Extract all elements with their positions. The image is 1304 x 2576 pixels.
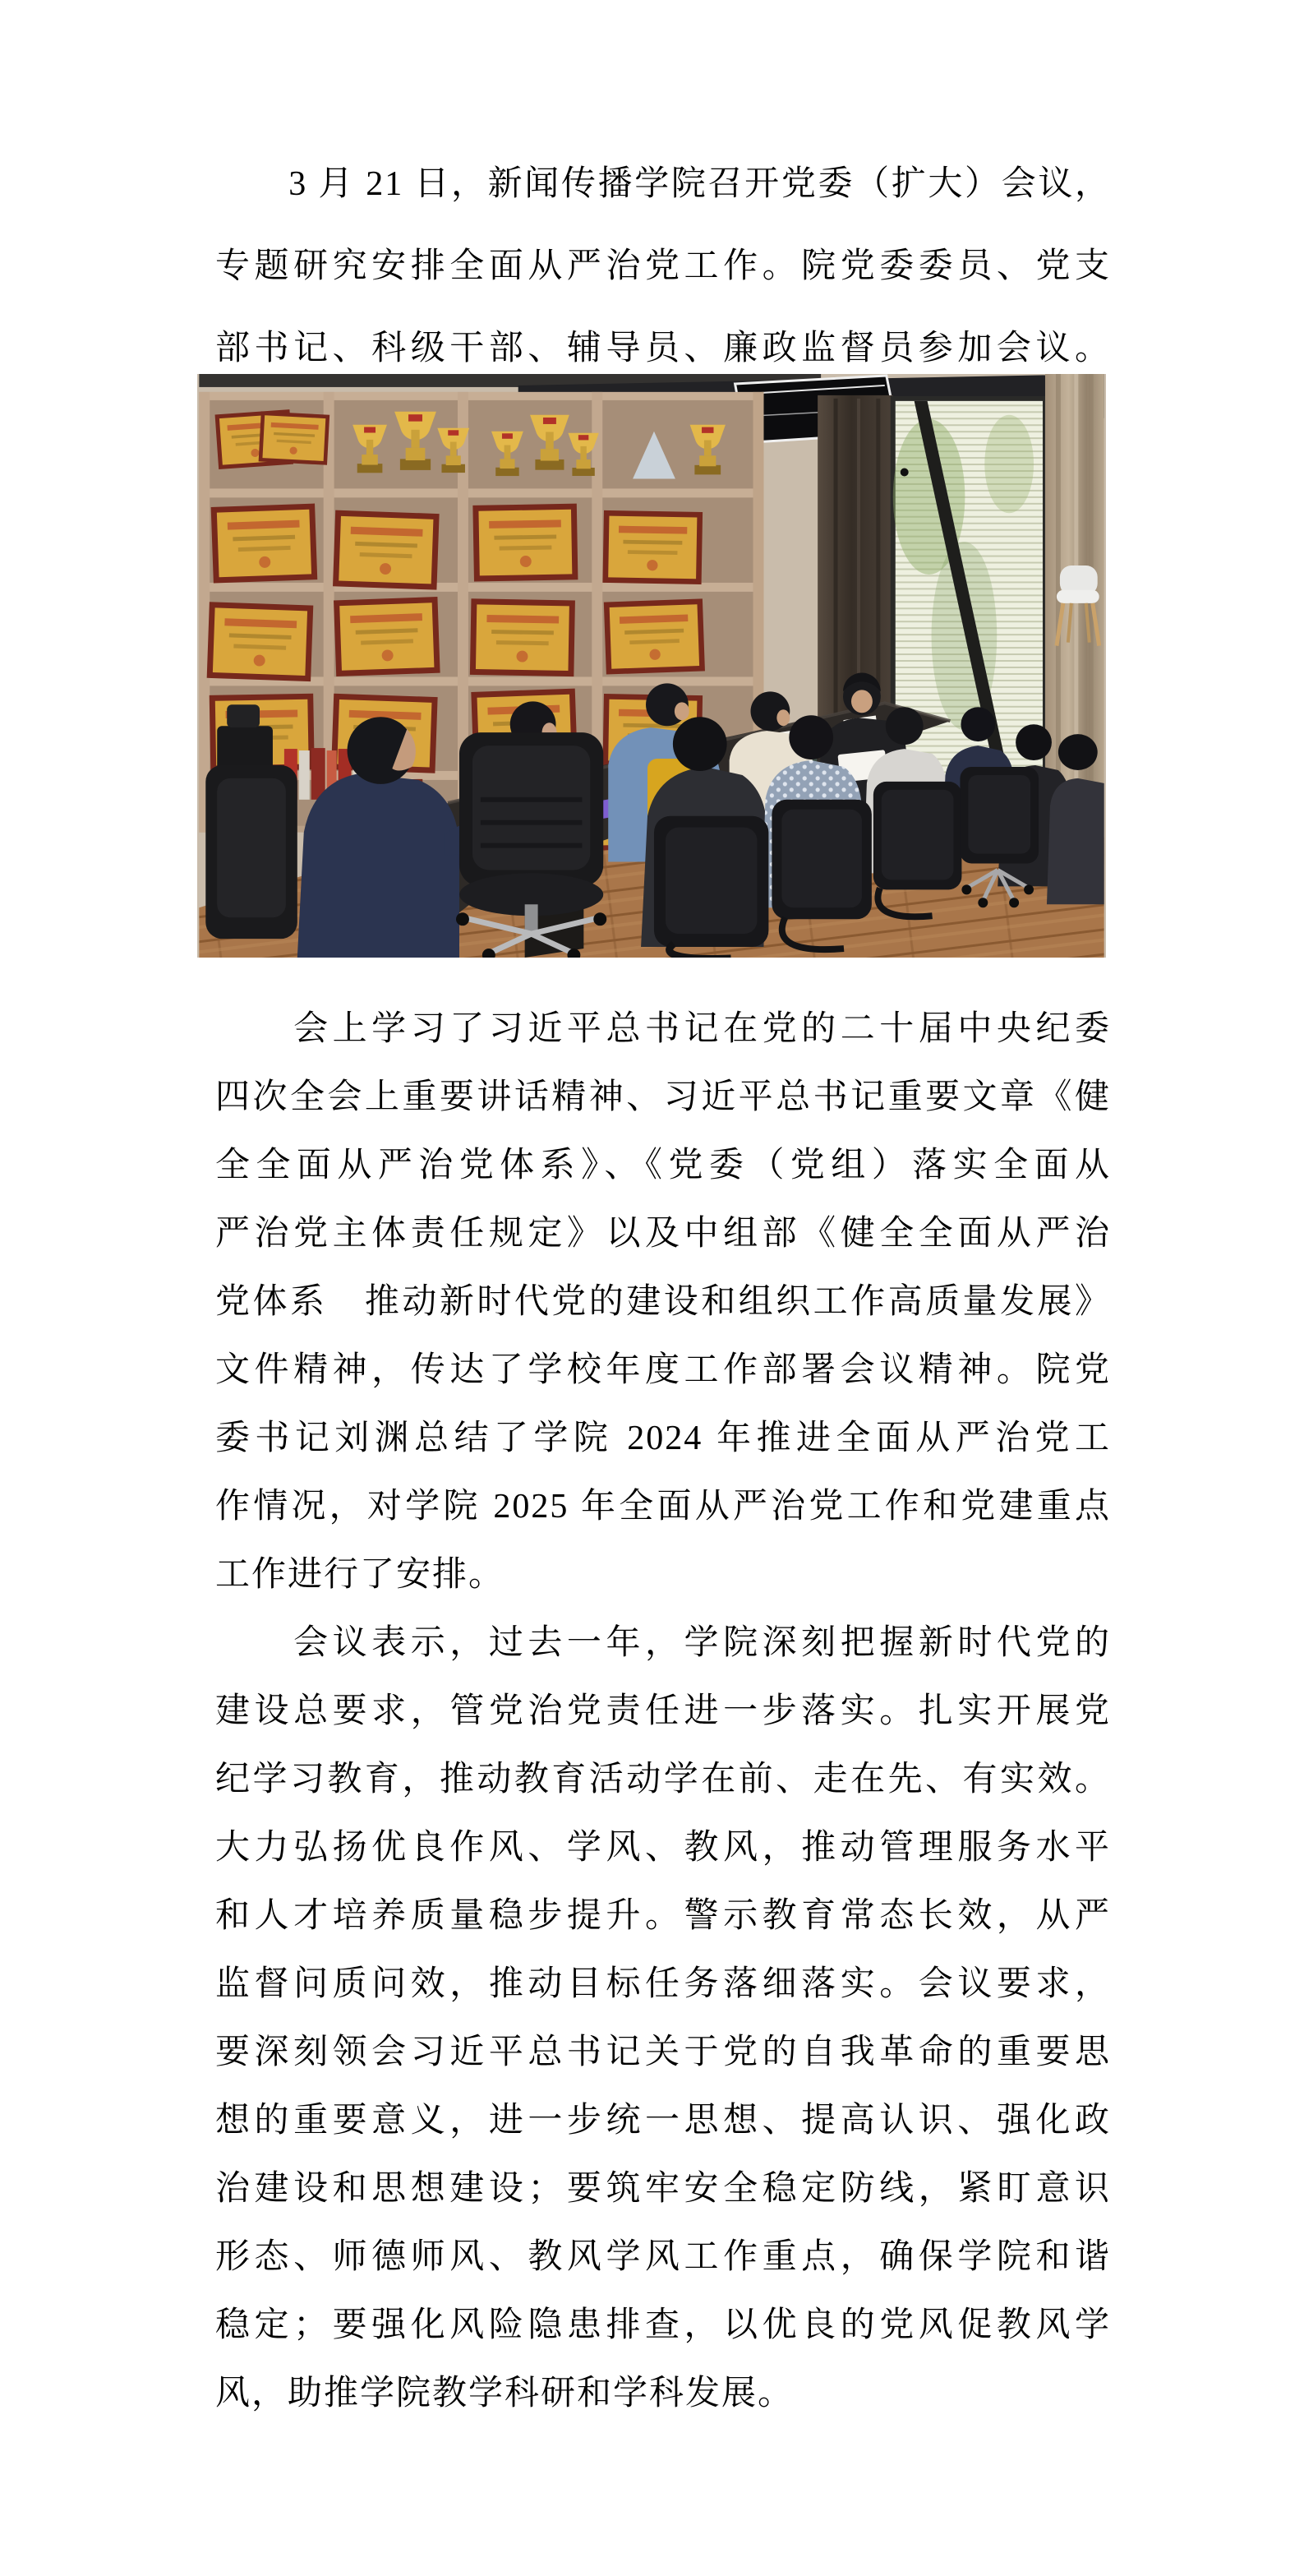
meeting-photo [197, 374, 1106, 958]
cantilever-chair [654, 816, 768, 958]
text-line: 纪学习教育，推动教育活动学在前、走在先、有实效。 [215, 1761, 1111, 1798]
body-paragraph-block [215, 995, 1111, 2428]
text-line: 想的重要意义，进一步统一思想、提高认识、强化政 [215, 2102, 1111, 2140]
text-line: 全全面从严治党体系》、《党委（党组）落实全面从 [215, 1147, 1111, 1184]
paragraph [215, 143, 1111, 390]
text-line: 3 月 21 日，新闻传播学院召开党委（扩大）会议， [215, 165, 1111, 203]
text-line: 党体系 推动新时代党的建设和组织工作高质量发展》 [215, 1283, 1111, 1321]
text-line: 监督问质问效，推动目标任务落细落实。会议要求， [215, 1965, 1111, 2003]
text-line: 大力弘扬优良作风、学风、教风，推动管理服务水平 [215, 1829, 1111, 1867]
text-line: 作情况，对学院 2025 年全面从严治党工作和党建重点 [215, 1488, 1111, 1526]
text-line: 要深刻领会习近平总书记关于党的自我革命的重要思 [215, 2034, 1111, 2071]
text-line: 严治党主体责任规定》以及中组部《健全全面从严治 [215, 1215, 1111, 1253]
text-line: 专题研究安排全面从严治党工作。院党委委员、党支 [215, 247, 1111, 285]
text-line: 形态、师德师风、教风学风工作重点，确保学院和谐 [215, 2238, 1111, 2276]
text-line: 部书记、科级干部、辅导员、廉政监督员参加会议。 [215, 330, 1111, 367]
text-line: 稳定；要强化风险隐患排查，以优良的党风促教风学 [215, 2306, 1111, 2344]
text-line: 四次全会上重要讲话精神、习近平总书记重要文章《健 [215, 1078, 1111, 1116]
meeting-photo-graphic [197, 374, 1106, 958]
text-line: 和人才培养质量稳步提升。警示教育常态长效，从严 [215, 1897, 1111, 1935]
intro-paragraph-block [215, 143, 1111, 390]
paragraph [215, 995, 1111, 1609]
text-line: 会上学习了习近平总书记在党的二十届中央纪委 [215, 1010, 1111, 1048]
text-line: 文件精神，传达了学校年度工作部署会议精神。院党 [215, 1351, 1111, 1389]
security-camera [901, 469, 909, 477]
text-line: 风，助推学院教学科研和学科发展。 [215, 2375, 795, 2412]
text-line: 建设总要求，管党治党责任进一步落实。扎实开展党 [215, 1692, 1111, 1730]
text-line: 委书记刘渊总结了学院 2024 年推进全面从严治党工 [215, 1420, 1111, 1457]
paragraph [215, 1609, 1111, 2428]
text-line: 会议表示，过去一年，学院深刻把握新时代党的 [215, 1624, 1111, 1662]
office-chair [205, 765, 297, 939]
text-line: 治建设和思想建设；要筑牢安全稳定防线，紧盯意识 [215, 2170, 1111, 2208]
swivel-chair [456, 732, 606, 958]
text-line: 工作进行了安排。 [215, 1556, 505, 1594]
